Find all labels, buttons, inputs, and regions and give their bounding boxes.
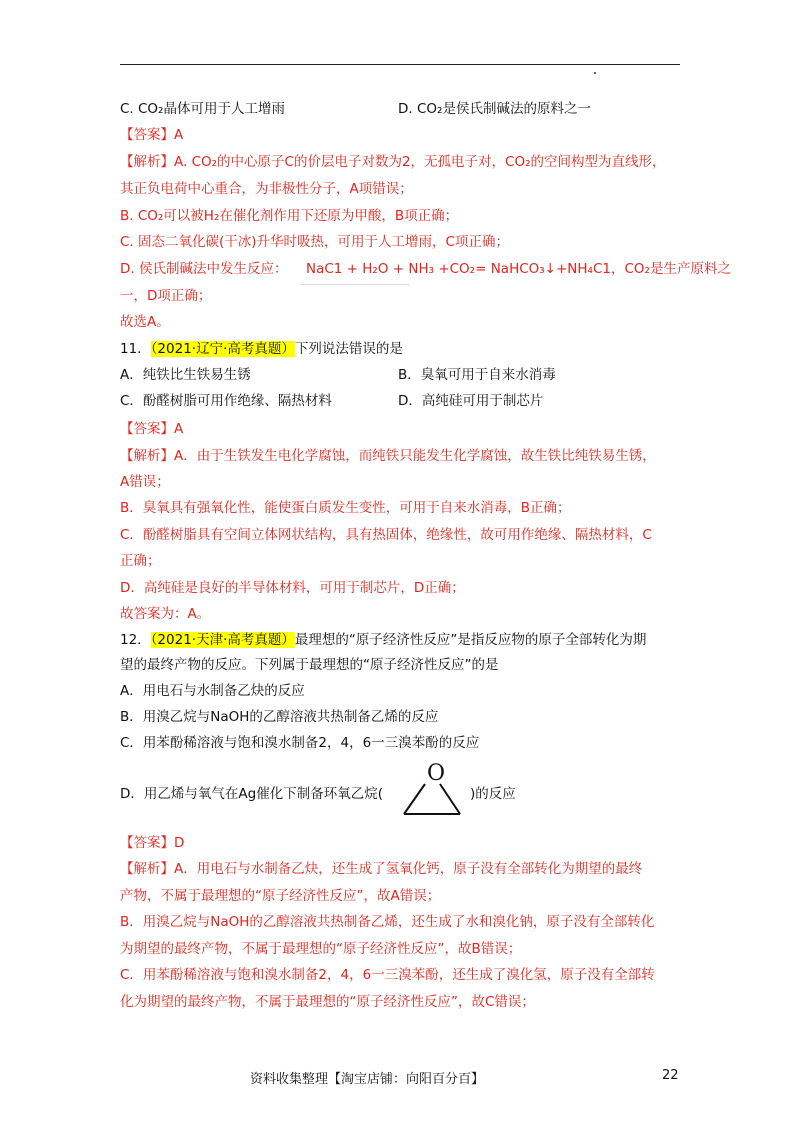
analysis-line: 其正负电荷中心重合，为非极性分子，A项错误； [120,181,413,197]
option-a: A．用电石与水制备乙炔的反应 [120,683,305,699]
conclusion: 故选A。 [120,314,170,330]
analysis-line: 【解析】A．用电石与水制备乙炔，还生成了氢氧化钙，原子没有全部转化为期望的最终 [120,861,643,877]
header-rule [120,64,680,65]
bond [404,784,425,814]
question-11 [120,340,403,358]
question-number: 12． [120,632,151,648]
option-d-end: )的反应 [470,786,516,802]
oxygen-label: O [427,761,446,786]
reaction-equation: NaC1 + H₂O + NH₃ +CO₂= NaHCO₃↓+NH₄C1，CO₂是生产原料之 [306,261,731,277]
option-a: A．纯铁比生铁易生锈 [120,367,251,383]
option-d: D．用乙烯与氧气在Ag催化下制备环氧乙烷( [120,786,383,802]
divider [300,284,410,285]
analysis-line: D. 侯氏制碱法中发生反应： [120,261,288,277]
analysis-line: 化为期望的最终产物，不属于最理想的“原子经济性反应”，故C错误； [120,994,535,1010]
analysis-line: 产物，不属于最理想的“原子经济性反应”，故A错误； [120,888,441,904]
analysis-line: B. CO₂可以被H₂在催化剂作用下还原为甲酸，B项正确； [120,208,459,224]
option-d: D. CO₂是侯氏制碱法的原料之一 [398,101,591,117]
question-stem-cont: 望的最终产物的反应。下列属于最理想的“原子经济性反应”的是 [120,657,499,673]
bond [440,784,460,814]
header-dot [594,72,596,74]
option-d: D．高纯硅可用于制芯片 [398,393,544,409]
analysis-line: 一，D项正确； [120,288,212,304]
question-stem: 下列说法错误的是 [294,341,403,357]
question-number: 11． [120,341,151,357]
option-b: B．臭氧可用于自来水消毒 [398,367,556,383]
analysis-line: C. 固态二氧化碳(干冰)升华时吸热，可用于人工增雨，C项正确； [120,234,509,250]
option-c: C. CO₂晶体可用于人工增雨 [120,101,285,117]
page-number: 22 [662,1068,679,1083]
answer: 【答案】A [120,421,184,437]
analysis-line: D．高纯硅是良好的半导体材料，可用于制芯片，D正确； [120,580,465,596]
analysis-line: 正确； [120,553,161,569]
option-c: C．用苯酚稀溶液与饱和溴水制备2，4，6一三溴苯酚的反应 [120,735,480,751]
question-12 [120,631,646,649]
analysis-line: B．用溴乙烷与NaOH的乙醇溶液共热制备乙烯，还生成了水和溴化钠，原子没有全部转化 [120,914,655,930]
conclusion: 故答案为：A。 [120,606,211,622]
analysis-line: 【解析】A. CO₂的中心原子C的价层电子对数为2，无孤电子对，CO₂的空间构型为直线形， [120,154,666,170]
analysis-line: C．酚醛树脂具有空间立体网状结构，具有热固体，绝缘性，故可用作绝缘、隔热材料，C [120,527,652,543]
source-tag: （2021·天津·高考真题） [150,632,295,648]
footer-text: 资料收集整理【淘宝店铺：向阳百分百】 [250,1072,485,1087]
source-tag: （2021·辽宁·高考真题） [150,341,295,357]
epoxide-structure [396,760,468,820]
analysis-line: C．用苯酚稀溶液与饱和溴水制备2，4，6一三溴苯酚，还生成了溴化氢，原子没有全部转 [120,967,655,983]
analysis-line: B．臭氧具有强氧化性，能使蛋白质发生变性，可用于自来水消毒，B正确； [120,500,571,516]
option-c: C．酚醛树脂可用作绝缘、隔热材料 [120,393,332,409]
analysis-line: 【解析】A．由于生铁发生电化学腐蚀，而纯铁只能发生化学腐蚀，故生铁比纯铁易生锈， [120,448,656,464]
analysis-line: A错误； [120,474,170,490]
analysis-line: 为期望的最终产物，不属于最理想的“原子经济性反应”，故B错误； [120,941,522,957]
answer: 【答案】D [120,835,185,851]
option-b: B．用溴乙烷与NaOH的乙醇溶液共热制备乙烯的反应 [120,709,439,725]
question-stem: 最理想的“原子经济性反应”是指反应物的原子全部转化为期 [294,632,647,648]
answer: 【答案】A [120,127,184,143]
